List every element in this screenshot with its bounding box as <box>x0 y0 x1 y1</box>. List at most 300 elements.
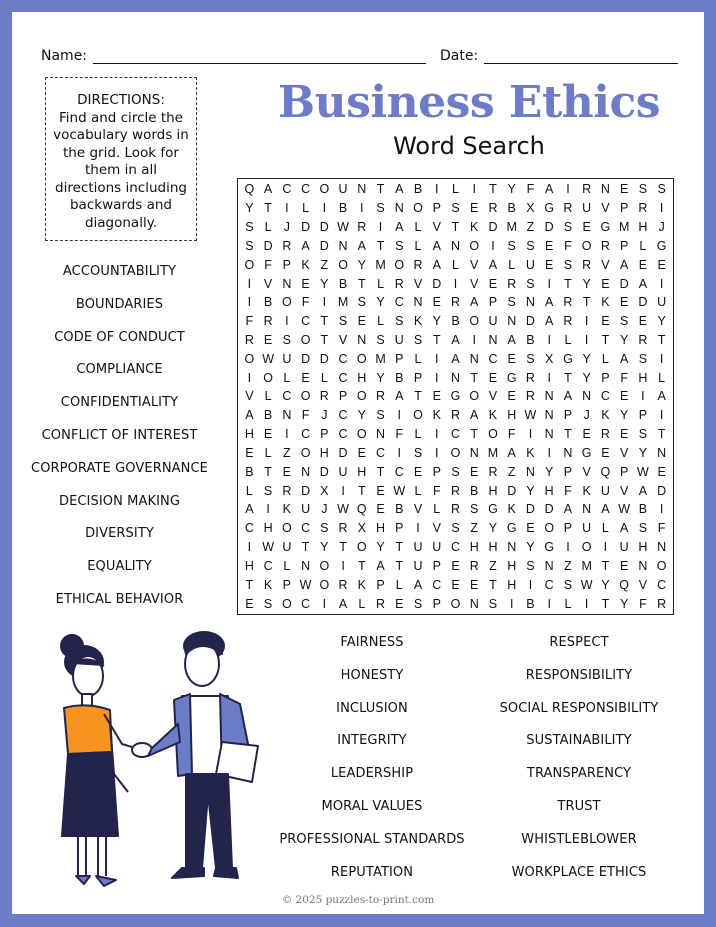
grid-cell[interactable]: O <box>300 333 311 347</box>
grid-cell[interactable]: A <box>545 182 554 197</box>
grid-cell[interactable]: T <box>357 276 366 291</box>
grid-cell[interactable]: V <box>619 445 629 460</box>
grid-cell[interactable]: S <box>526 238 535 253</box>
grid-cell[interactable]: N <box>357 182 367 197</box>
grid-cell[interactable]: E <box>601 276 610 291</box>
grid-cell[interactable]: T <box>301 540 310 555</box>
grid-cell[interactable]: Y <box>245 201 254 216</box>
grid-cell[interactable]: M <box>375 351 386 366</box>
grid-cell[interactable]: I <box>659 408 664 423</box>
grid-cell[interactable]: G <box>450 389 461 404</box>
grid-cell[interactable]: V <box>601 201 610 216</box>
grid-cell[interactable]: L <box>508 257 516 272</box>
grid-cell[interactable]: E <box>601 445 610 460</box>
grid-cell[interactable]: C <box>282 182 292 197</box>
grid-cell[interactable]: E <box>619 295 629 310</box>
grid-cell[interactable]: L <box>264 220 272 235</box>
grid-cell[interactable]: V <box>245 389 254 404</box>
grid-cell[interactable]: S <box>507 295 516 310</box>
grid-cell[interactable]: T <box>601 558 610 573</box>
grid-cell[interactable]: T <box>582 295 591 310</box>
grid-cell[interactable]: A <box>301 238 310 253</box>
grid-cell[interactable]: P <box>282 577 291 592</box>
grid-cell[interactable]: C <box>301 521 311 536</box>
grid-cell[interactable]: B <box>245 464 254 479</box>
grid-cell[interactable]: Z <box>489 558 497 573</box>
grid-cell[interactable]: X <box>526 201 535 216</box>
grid-cell[interactable]: Y <box>488 521 498 536</box>
grid-cell[interactable]: S <box>526 558 535 573</box>
grid-cell[interactable]: L <box>414 427 422 442</box>
grid-cell[interactable]: X <box>320 483 329 498</box>
grid-cell[interactable]: W <box>524 408 537 423</box>
grid-cell[interactable]: Y <box>657 314 666 329</box>
grid-cell[interactable]: I <box>603 540 608 555</box>
grid-cell[interactable]: A <box>432 257 441 272</box>
grid-cell[interactable]: R <box>563 295 573 310</box>
grid-cell[interactable]: R <box>450 483 460 498</box>
grid-cell[interactable]: H <box>507 408 517 423</box>
grid-cell[interactable]: V <box>432 220 441 235</box>
grid-cell[interactable]: O <box>319 577 330 592</box>
grid-cell[interactable]: O <box>656 558 667 573</box>
grid-cell[interactable]: F <box>564 483 572 498</box>
grid-cell[interactable]: N <box>469 596 479 611</box>
grid-cell[interactable]: E <box>582 427 591 442</box>
grid-cell[interactable]: A <box>432 238 441 253</box>
grid-cell[interactable]: G <box>506 521 517 536</box>
grid-cell[interactable]: L <box>377 276 385 291</box>
grid-cell[interactable]: S <box>563 220 573 235</box>
grid-cell[interactable]: S <box>638 182 648 197</box>
grid-cell[interactable]: R <box>394 276 404 291</box>
grid-cell[interactable]: L <box>302 201 310 216</box>
grid-cell[interactable]: L <box>601 521 609 536</box>
grid-cell[interactable]: F <box>564 238 572 253</box>
grid-cell[interactable]: A <box>395 182 404 197</box>
grid-cell[interactable]: V <box>619 483 629 498</box>
grid-cell[interactable]: V <box>488 389 498 404</box>
grid-cell[interactable]: C <box>301 182 311 197</box>
grid-cell[interactable]: C <box>301 427 311 442</box>
grid-cell[interactable]: K <box>488 408 498 423</box>
grid-cell[interactable]: U <box>582 201 592 216</box>
grid-cell[interactable]: Y <box>545 464 554 479</box>
grid-cell[interactable]: E <box>507 389 516 404</box>
grid-cell[interactable]: A <box>619 257 629 272</box>
grid-cell[interactable]: P <box>619 201 629 216</box>
grid-cell[interactable]: Y <box>376 295 385 310</box>
grid-cell[interactable]: U <box>488 314 498 329</box>
grid-cell[interactable]: F <box>245 314 254 329</box>
grid-cell[interactable]: E <box>657 464 666 479</box>
grid-cell[interactable]: H <box>244 427 254 442</box>
grid-cell[interactable]: J <box>321 408 328 423</box>
grid-cell[interactable]: C <box>544 577 554 592</box>
grid-cell[interactable]: D <box>507 483 517 498</box>
grid-cell[interactable]: S <box>563 577 573 592</box>
grid-cell[interactable]: I <box>659 502 664 517</box>
grid-cell[interactable]: V <box>582 464 591 479</box>
grid-cell[interactable]: T <box>395 558 404 573</box>
grid-cell[interactable]: K <box>301 257 310 272</box>
grid-cell[interactable]: T <box>376 464 385 479</box>
grid-cell[interactable]: B <box>338 201 348 216</box>
grid-cell[interactable]: K <box>507 502 516 517</box>
grid-cell[interactable]: M <box>337 295 349 310</box>
grid-cell[interactable]: T <box>564 370 572 385</box>
grid-cell[interactable]: F <box>264 257 272 272</box>
grid-cell[interactable]: D <box>301 220 311 235</box>
grid-cell[interactable]: B <box>526 333 535 347</box>
grid-cell[interactable]: N <box>638 558 648 573</box>
grid-cell[interactable]: S <box>413 333 423 347</box>
grid-cell[interactable]: E <box>507 351 516 366</box>
grid-cell[interactable]: V <box>470 257 479 272</box>
grid-cell[interactable]: U <box>600 483 610 498</box>
grid-cell[interactable]: I <box>322 596 327 611</box>
grid-cell[interactable]: C <box>394 295 404 310</box>
grid-cell[interactable]: L <box>452 182 459 197</box>
grid-cell[interactable]: S <box>376 333 385 347</box>
grid-cell[interactable]: M <box>581 558 592 573</box>
grid-cell[interactable]: Y <box>601 577 610 592</box>
grid-cell[interactable]: L <box>414 351 422 366</box>
grid-cell[interactable]: E <box>451 577 460 592</box>
grid-cell[interactable]: A <box>395 220 404 235</box>
grid-cell[interactable]: S <box>563 257 573 272</box>
grid-cell[interactable]: P <box>619 238 629 253</box>
grid-cell[interactable]: X <box>357 521 366 536</box>
grid-cell[interactable]: T <box>264 201 272 216</box>
grid-cell[interactable]: W <box>337 220 349 235</box>
grid-cell[interactable]: L <box>564 333 572 347</box>
grid-cell[interactable]: A <box>545 314 554 329</box>
grid-cell[interactable]: L <box>414 483 422 498</box>
grid-cell[interactable]: W <box>262 540 274 555</box>
grid-cell[interactable]: E <box>413 464 423 479</box>
grid-cell[interactable]: L <box>264 389 272 404</box>
grid-cell[interactable]: E <box>470 464 479 479</box>
grid-cell[interactable]: O <box>300 445 311 460</box>
grid-cell[interactable]: U <box>582 521 592 536</box>
grid-cell[interactable]: B <box>338 276 348 291</box>
grid-cell[interactable]: R <box>413 257 423 272</box>
grid-cell[interactable]: I <box>547 276 551 291</box>
grid-cell[interactable]: N <box>600 182 610 197</box>
grid-cell[interactable]: K <box>526 445 535 460</box>
grid-cell[interactable]: E <box>376 502 385 517</box>
grid-cell[interactable]: H <box>357 370 367 385</box>
grid-cell[interactable]: T <box>451 220 460 235</box>
grid-cell[interactable]: P <box>563 464 573 479</box>
grid-cell[interactable]: O <box>319 182 330 197</box>
grid-cell[interactable]: O <box>319 558 330 573</box>
grid-cell[interactable]: A <box>488 257 498 272</box>
grid-cell[interactable]: E <box>263 427 273 442</box>
grid-cell[interactable]: X <box>545 351 554 366</box>
grid-cell[interactable]: C <box>301 314 311 329</box>
grid-cell[interactable]: A <box>395 389 404 404</box>
grid-cell[interactable]: Y <box>619 408 629 423</box>
grid-cell[interactable]: H <box>469 540 479 555</box>
grid-cell[interactable]: E <box>638 314 648 329</box>
grid-cell[interactable]: P <box>395 521 404 536</box>
grid-cell[interactable]: H <box>507 558 517 573</box>
grid-cell[interactable]: N <box>301 464 311 479</box>
grid-cell[interactable]: I <box>435 427 439 442</box>
grid-cell[interactable]: D <box>525 502 535 517</box>
grid-cell[interactable]: F <box>432 483 441 498</box>
grid-cell[interactable]: I <box>472 182 476 197</box>
grid-cell[interactable]: J <box>283 220 290 235</box>
grid-cell[interactable]: O <box>450 445 461 460</box>
grid-cell[interactable]: E <box>301 370 310 385</box>
grid-cell[interactable]: O <box>413 201 423 216</box>
grid-cell[interactable]: N <box>413 295 423 310</box>
grid-cell[interactable]: H <box>263 521 273 536</box>
grid-cell[interactable]: S <box>526 276 535 291</box>
grid-cell[interactable]: U <box>525 257 535 272</box>
grid-cell[interactable]: N <box>282 276 292 291</box>
grid-cell[interactable]: T <box>245 577 254 592</box>
grid-cell[interactable]: I <box>378 220 383 235</box>
grid-cell[interactable]: Z <box>507 464 516 479</box>
grid-cell[interactable]: W <box>636 464 649 479</box>
grid-cell[interactable]: P <box>282 257 291 272</box>
grid-cell[interactable]: O <box>281 521 292 536</box>
grid-cell[interactable]: K <box>432 408 441 423</box>
grid-cell[interactable]: R <box>357 220 367 235</box>
grid-cell[interactable]: A <box>245 408 254 423</box>
grid-cell[interactable]: P <box>432 558 441 573</box>
grid-cell[interactable]: A <box>338 596 348 611</box>
grid-cell[interactable]: N <box>525 295 535 310</box>
grid-cell[interactable]: V <box>432 521 441 536</box>
grid-cell[interactable]: N <box>338 238 348 253</box>
grid-cell[interactable]: D <box>319 464 329 479</box>
grid-cell[interactable]: U <box>432 540 442 555</box>
grid-cell[interactable]: N <box>657 540 667 555</box>
grid-cell[interactable]: K <box>282 502 291 517</box>
grid-cell[interactable]: D <box>301 351 311 366</box>
grid-cell[interactable]: A <box>563 502 573 517</box>
grid-cell[interactable]: S <box>245 220 254 235</box>
grid-cell[interactable]: S <box>282 333 291 347</box>
grid-cell[interactable]: O <box>488 427 498 442</box>
grid-cell[interactable]: R <box>338 577 348 592</box>
grid-cell[interactable]: O <box>469 238 480 253</box>
grid-cell[interactable]: H <box>638 540 648 555</box>
grid-cell[interactable]: N <box>301 558 311 573</box>
grid-cell[interactable]: Z <box>526 220 535 235</box>
grid-cell[interactable]: N <box>544 408 554 423</box>
grid-cell[interactable]: S <box>357 295 366 310</box>
grid-cell[interactable]: O <box>356 540 367 555</box>
grid-cell[interactable]: R <box>244 333 254 347</box>
grid-cell[interactable]: N <box>544 558 554 573</box>
grid-cell[interactable]: R <box>507 276 517 291</box>
grid-cell[interactable]: I <box>659 351 664 366</box>
grid-cell[interactable]: P <box>619 464 629 479</box>
grid-cell[interactable]: I <box>547 596 551 611</box>
grid-cell[interactable]: R <box>450 408 460 423</box>
grid-cell[interactable]: O <box>244 257 255 272</box>
grid-cell[interactable]: R <box>600 427 610 442</box>
grid-cell[interactable]: L <box>601 351 609 366</box>
grid-cell[interactable]: E <box>470 201 479 216</box>
grid-cell[interactable]: O <box>281 596 292 611</box>
grid-cell[interactable]: D <box>488 220 498 235</box>
grid-cell[interactable]: R <box>563 314 573 329</box>
grid-cell[interactable]: F <box>301 295 310 310</box>
grid-cell[interactable]: I <box>266 502 270 517</box>
grid-cell[interactable]: I <box>435 351 439 366</box>
grid-cell[interactable]: S <box>470 502 479 517</box>
grid-cell[interactable]: Y <box>357 257 366 272</box>
grid-cell[interactable]: F <box>301 408 310 423</box>
grid-cell[interactable]: S <box>526 351 535 366</box>
grid-cell[interactable]: O <box>300 389 311 404</box>
grid-cell[interactable]: E <box>601 314 610 329</box>
grid-cell[interactable]: R <box>563 201 573 216</box>
grid-cell[interactable]: E <box>582 220 591 235</box>
grid-cell[interactable]: B <box>638 502 648 517</box>
grid-cell[interactable]: U <box>394 333 404 347</box>
grid-cell[interactable]: K <box>601 408 610 423</box>
grid-cell[interactable]: I <box>528 577 533 592</box>
grid-cell[interactable]: N <box>357 333 367 347</box>
grid-cell[interactable]: E <box>451 558 460 573</box>
grid-cell[interactable]: R <box>525 389 535 404</box>
grid-cell[interactable]: T <box>339 540 347 555</box>
grid-cell[interactable]: Y <box>582 351 591 366</box>
grid-cell[interactable]: N <box>582 389 592 404</box>
grid-cell[interactable]: K <box>263 577 273 592</box>
grid-cell[interactable]: U <box>338 464 348 479</box>
grid-cell[interactable]: R <box>582 182 592 197</box>
grid-cell[interactable]: D <box>638 295 648 310</box>
grid-cell[interactable]: O <box>469 389 480 404</box>
grid-cell[interactable]: V <box>338 333 348 347</box>
grid-cell[interactable]: T <box>470 370 479 385</box>
grid-cell[interactable]: V <box>413 502 423 517</box>
grid-cell[interactable]: C <box>600 389 610 404</box>
grid-cell[interactable]: S <box>263 483 273 498</box>
grid-cell[interactable]: A <box>619 351 629 366</box>
grid-cell[interactable]: O <box>581 540 592 555</box>
grid-cell[interactable]: M <box>618 220 630 235</box>
grid-cell[interactable]: E <box>638 257 648 272</box>
grid-cell[interactable]: P <box>320 427 329 442</box>
grid-cell[interactable]: S <box>413 445 423 460</box>
grid-cell[interactable]: L <box>452 257 459 272</box>
grid-cell[interactable]: D <box>432 276 442 291</box>
grid-cell[interactable]: I <box>509 596 514 611</box>
grid-cell[interactable]: A <box>451 351 460 366</box>
grid-cell[interactable]: E <box>357 314 366 329</box>
grid-cell[interactable]: E <box>488 370 498 385</box>
grid-cell[interactable]: I <box>247 276 252 291</box>
grid-cell[interactable]: N <box>376 427 386 442</box>
grid-cell[interactable]: I <box>247 540 252 555</box>
grid-cell[interactable]: C <box>450 540 460 555</box>
grid-cell[interactable]: I <box>247 370 252 385</box>
grid-cell[interactable]: A <box>619 521 629 536</box>
grid-cell[interactable]: E <box>263 333 273 347</box>
grid-cell[interactable]: I <box>659 201 664 216</box>
grid-cell[interactable]: G <box>544 540 555 555</box>
grid-cell[interactable]: U <box>413 540 423 555</box>
grid-cell[interactable]: U <box>413 558 423 573</box>
grid-cell[interactable]: K <box>601 295 610 310</box>
grid-cell[interactable]: O <box>394 257 405 272</box>
grid-cell[interactable]: H <box>488 540 498 555</box>
grid-cell[interactable]: C <box>394 464 404 479</box>
grid-cell[interactable]: A <box>413 577 423 592</box>
grid-cell[interactable]: B <box>395 370 404 385</box>
grid-cell[interactable]: O <box>544 521 555 536</box>
grid-cell[interactable]: R <box>450 295 460 310</box>
grid-cell[interactable]: S <box>395 314 404 329</box>
grid-cell[interactable]: D <box>319 220 329 235</box>
grid-cell[interactable]: U <box>301 502 311 517</box>
grid-cell[interactable]: S <box>638 521 648 536</box>
grid-cell[interactable]: P <box>432 596 441 611</box>
grid-cell[interactable]: B <box>395 502 404 517</box>
grid-cell[interactable]: V <box>413 276 423 291</box>
grid-cell[interactable]: N <box>525 464 535 479</box>
grid-cell[interactable]: K <box>413 314 423 329</box>
grid-cell[interactable]: L <box>639 238 647 253</box>
grid-cell[interactable]: E <box>526 521 535 536</box>
grid-cell[interactable]: E <box>470 577 479 592</box>
grid-cell[interactable]: Y <box>619 333 629 347</box>
grid-cell[interactable]: R <box>469 558 479 573</box>
grid-cell[interactable]: R <box>319 389 329 404</box>
grid-cell[interactable]: W <box>618 502 631 517</box>
grid-cell[interactable]: T <box>601 596 610 611</box>
grid-cell[interactable]: E <box>619 558 629 573</box>
grid-cell[interactable]: B <box>507 201 516 216</box>
grid-cell[interactable]: Y <box>320 540 329 555</box>
grid-cell[interactable]: Z <box>470 521 479 536</box>
date-field-line[interactable] <box>484 49 678 64</box>
grid-cell[interactable]: E <box>282 464 291 479</box>
grid-cell[interactable]: F <box>639 596 647 611</box>
grid-cell[interactable]: U <box>282 540 292 555</box>
grid-cell[interactable]: E <box>432 389 441 404</box>
grid-cell[interactable]: I <box>528 427 533 442</box>
name-field-line[interactable] <box>93 49 426 64</box>
grid-cell[interactable]: H <box>376 521 386 536</box>
grid-cell[interactable]: W <box>337 502 349 517</box>
grid-cell[interactable]: Y <box>376 370 385 385</box>
grid-cell[interactable]: G <box>563 351 573 366</box>
grid-cell[interactable]: O <box>338 257 348 272</box>
grid-cell[interactable]: J <box>583 408 590 423</box>
grid-cell[interactable]: W <box>580 577 593 592</box>
grid-cell[interactable]: S <box>451 521 460 536</box>
grid-cell[interactable]: J <box>321 502 328 517</box>
grid-cell[interactable]: R <box>376 596 386 611</box>
grid-cell[interactable]: Q <box>356 502 367 517</box>
grid-cell[interactable]: A <box>657 389 666 404</box>
grid-cell[interactable]: T <box>470 427 479 442</box>
grid-cell[interactable]: N <box>450 370 460 385</box>
grid-cell[interactable]: L <box>658 370 666 385</box>
grid-cell[interactable]: A <box>376 558 385 573</box>
